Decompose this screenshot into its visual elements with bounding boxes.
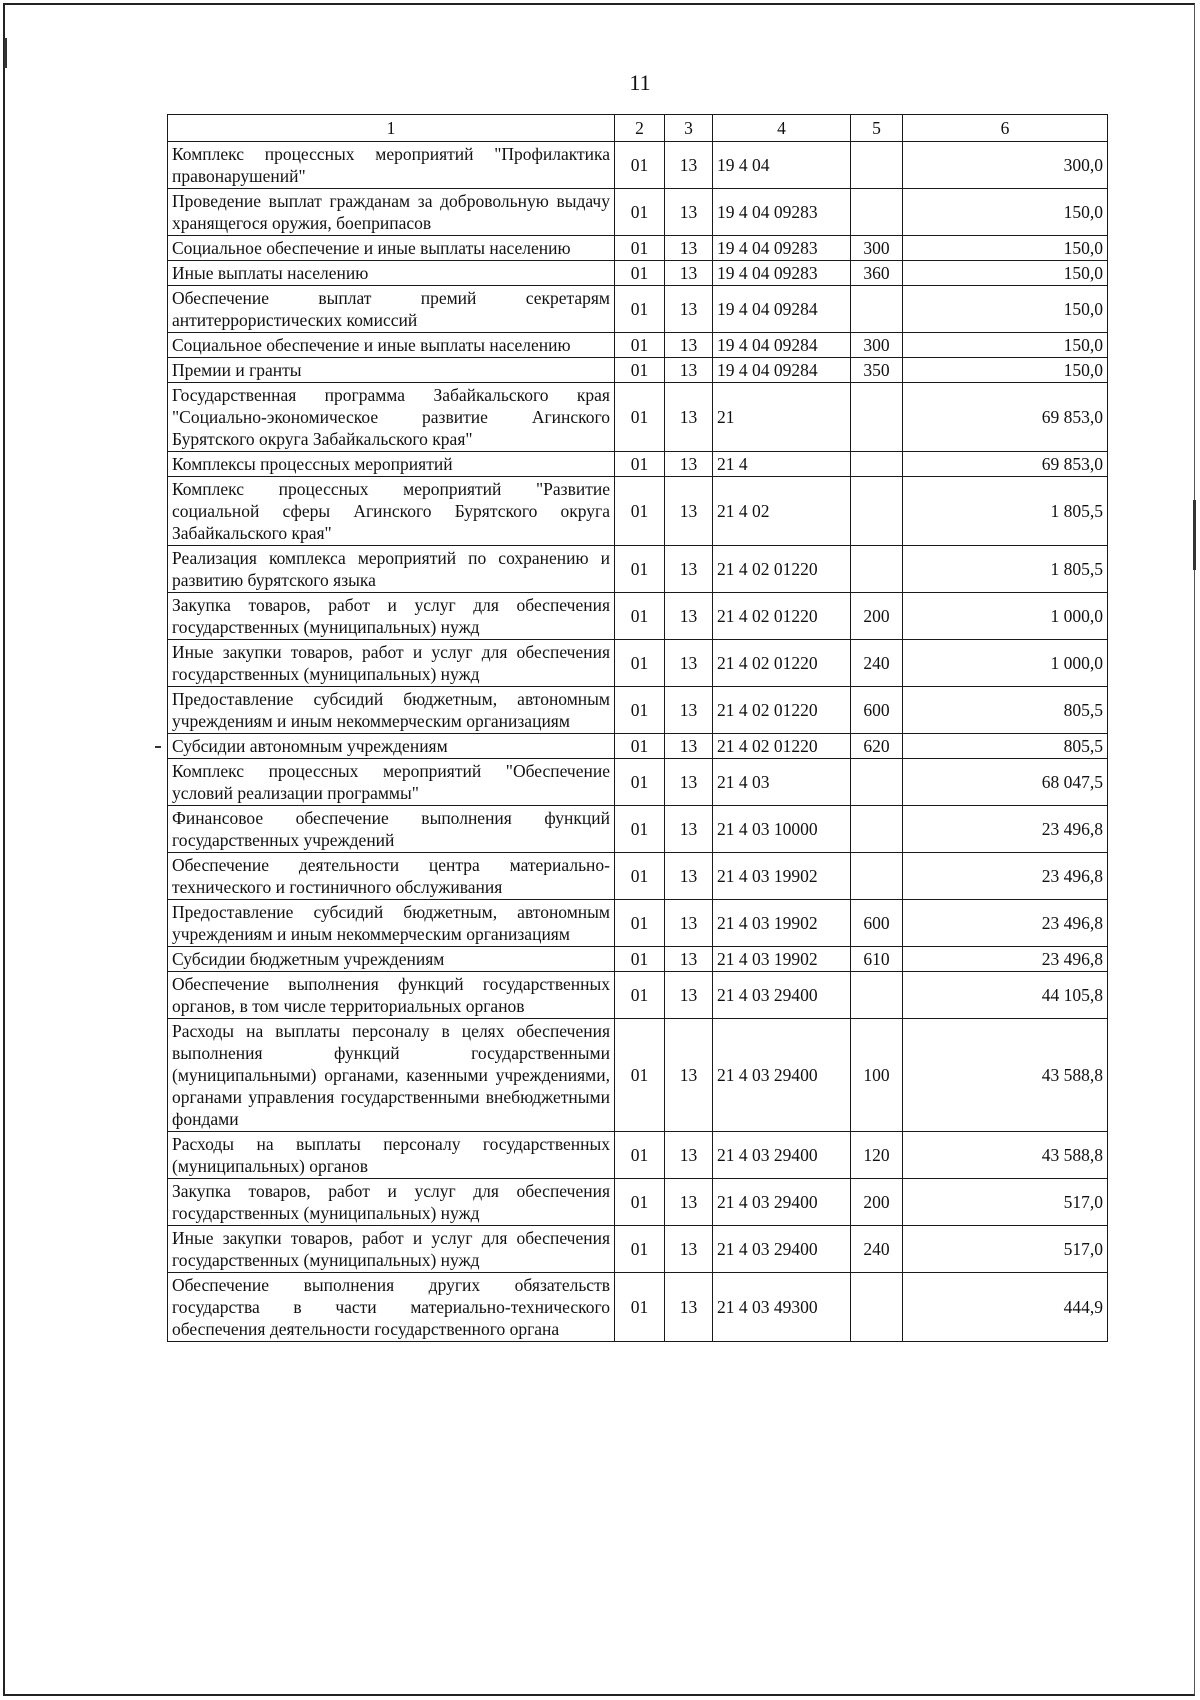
row-expense-type: 350 [851,358,903,383]
row-amount: 444,9 [903,1273,1108,1342]
row-expense-type: 600 [851,687,903,734]
row-expense-type [851,1273,903,1342]
row-section: 01 [615,333,665,358]
row-name: Иные закупки товаров, работ и услуг для обеспечения государственных (муниципальных) нужд [168,640,615,687]
table-row [168,333,1108,358]
row-target-code: 19 4 04 09284 [713,358,851,383]
row-expense-type: 620 [851,734,903,759]
table-row [168,900,1108,947]
row-subsection: 13 [665,142,713,189]
row-section: 01 [615,477,665,546]
table-row [168,383,1108,452]
row-section: 01 [615,142,665,189]
row-section: 01 [615,189,665,236]
row-expense-type [851,546,903,593]
row-amount: 150,0 [903,236,1108,261]
row-target-code: 21 4 03 29400 [713,1179,851,1226]
table-row [168,1179,1108,1226]
table-row [168,286,1108,333]
row-subsection: 13 [665,972,713,1019]
row-amount: 43 588,8 [903,1019,1108,1132]
row-amount: 1 805,5 [903,546,1108,593]
row-amount: 44 105,8 [903,972,1108,1019]
row-subsection: 13 [665,261,713,286]
row-name: Закупка товаров, работ и услуг для обеспечения государственных (муниципальных) нужд [168,593,615,640]
row-expense-type [851,806,903,853]
row-expense-type: 600 [851,900,903,947]
row-amount: 150,0 [903,358,1108,383]
row-target-code: 21 4 [713,452,851,477]
row-expense-type [851,759,903,806]
table-row [168,853,1108,900]
row-expense-type [851,383,903,452]
row-name: Комплекс процессных мероприятий "Развитие социальной сферы Агинского Бурятского округа Забайкальского края" [168,477,615,546]
row-subsection: 13 [665,546,713,593]
row-target-code: 19 4 04 09283 [713,189,851,236]
row-section: 01 [615,383,665,452]
row-name: Обеспечение деятельности центра материально-технического и гостиничного обслуживания [168,853,615,900]
row-subsection: 13 [665,1226,713,1273]
row-amount: 150,0 [903,189,1108,236]
row-amount: 805,5 [903,734,1108,759]
row-subsection: 13 [665,452,713,477]
row-expense-type [851,477,903,546]
row-name: Расходы на выплаты персоналу государственных (муниципальных) органов [168,1132,615,1179]
row-name: Субсидии автономным учреждениям [168,734,615,759]
row-subsection: 13 [665,1132,713,1179]
row-name: Иные закупки товаров, работ и услуг для обеспечения государственных (муниципальных) нужд [168,1226,615,1273]
row-target-code: 19 4 04 [713,142,851,189]
row-section: 01 [615,972,665,1019]
row-name: Обеспечение выполнения функций государственных органов, в том числе территориальных органов [168,972,615,1019]
row-section: 01 [615,687,665,734]
row-subsection: 13 [665,286,713,333]
row-section: 01 [615,593,665,640]
row-expense-type: 100 [851,1019,903,1132]
table-row [168,189,1108,236]
table-row [168,236,1108,261]
table-row [168,947,1108,972]
table-row [168,734,1108,759]
row-target-code: 21 4 03 49300 [713,1273,851,1342]
row-section: 01 [615,1179,665,1226]
row-section: 01 [615,452,665,477]
row-section: 01 [615,1226,665,1273]
row-name: Комплексы процессных мероприятий [168,452,615,477]
row-name: Обеспечение выполнения других обязательств государства в части материально-технического обеспечения деятельности государственного органа [168,1273,615,1342]
row-expense-type [851,142,903,189]
row-amount: 517,0 [903,1226,1108,1273]
row-name: Закупка товаров, работ и услуг для обеспечения государственных (муниципальных) нужд [168,1179,615,1226]
row-target-code: 21 4 03 [713,759,851,806]
row-section: 01 [615,261,665,286]
row-target-code: 21 4 02 [713,477,851,546]
row-subsection: 13 [665,477,713,546]
table-row [168,640,1108,687]
row-subsection: 13 [665,734,713,759]
row-target-code: 21 4 03 19902 [713,947,851,972]
row-section: 01 [615,900,665,947]
row-target-code: 19 4 04 09284 [713,286,851,333]
row-subsection: 13 [665,1019,713,1132]
row-section: 01 [615,546,665,593]
row-expense-type: 300 [851,333,903,358]
row-expense-type: 200 [851,593,903,640]
row-expense-type: 360 [851,261,903,286]
row-subsection: 13 [665,593,713,640]
row-amount: 69 853,0 [903,383,1108,452]
row-subsection: 13 [665,358,713,383]
table-row [168,759,1108,806]
row-subsection: 13 [665,333,713,358]
header-col-2: 2 [615,115,665,142]
row-target-code: 21 4 02 01220 [713,593,851,640]
row-amount: 23 496,8 [903,947,1108,972]
row-name: Иные выплаты населению [168,261,615,286]
header-col-4: 4 [713,115,851,142]
row-expense-type: 300 [851,236,903,261]
row-name: Предоставление субсидий бюджетным, автономным учреждениям и иным некоммерческим организациям [168,900,615,947]
row-target-code: 21 4 03 10000 [713,806,851,853]
row-target-code: 19 4 04 09283 [713,261,851,286]
row-expense-type: 200 [851,1179,903,1226]
row-amount: 23 496,8 [903,853,1108,900]
table-row [168,1019,1108,1132]
table-header-row [168,115,1108,142]
row-amount: 69 853,0 [903,452,1108,477]
row-subsection: 13 [665,687,713,734]
row-expense-type: 120 [851,1132,903,1179]
row-subsection: 13 [665,759,713,806]
row-name: Субсидии бюджетным учреждениям [168,947,615,972]
row-target-code: 19 4 04 09283 [713,236,851,261]
row-name: Финансовое обеспечение выполнения функций государственных учреждений [168,806,615,853]
table-row [168,261,1108,286]
row-expense-type: 610 [851,947,903,972]
row-name: Предоставление субсидий бюджетным, автономным учреждениям и иным некоммерческим организациям [168,687,615,734]
row-amount: 23 496,8 [903,806,1108,853]
row-subsection: 13 [665,189,713,236]
row-target-code: 21 4 02 01220 [713,640,851,687]
table-row [168,687,1108,734]
row-section: 01 [615,1132,665,1179]
row-amount: 43 588,8 [903,1132,1108,1179]
row-section: 01 [615,358,665,383]
row-target-code: 21 4 03 29400 [713,1226,851,1273]
row-subsection: 13 [665,1179,713,1226]
row-subsection: 13 [665,947,713,972]
row-name: Реализация комплекса мероприятий по сохранению и развитию бурятского языка [168,546,615,593]
row-name: Социальное обеспечение и иные выплаты населению [168,236,615,261]
row-subsection: 13 [665,236,713,261]
row-target-code: 21 4 02 01220 [713,546,851,593]
row-amount: 1 000,0 [903,640,1108,687]
row-name: Государственная программа Забайкальского края "Социально-экономическое развитие Агинского Бурятского округа Забайкальского края" [168,383,615,452]
table-row [168,142,1108,189]
header-col-5: 5 [851,115,903,142]
row-expense-type [851,853,903,900]
row-target-code: 19 4 04 09284 [713,333,851,358]
row-name: Обеспечение выплат премий секретарям антитеррористических комиссий [168,286,615,333]
page-number: 11 [629,70,651,95]
row-section: 01 [615,853,665,900]
budget-table [167,114,1108,1342]
table-row [168,972,1108,1019]
row-name: Социальное обеспечение и иные выплаты населению [168,333,615,358]
header-col-3: 3 [665,115,713,142]
row-subsection: 13 [665,806,713,853]
table-row [168,593,1108,640]
table-row [168,477,1108,546]
row-expense-type: 240 [851,1226,903,1273]
table-row [168,1132,1108,1179]
row-section: 01 [615,286,665,333]
row-section: 01 [615,759,665,806]
table-row [168,452,1108,477]
row-subsection: 13 [665,383,713,452]
row-name: Проведение выплат гражданам за добровольную выдачу хранящегося оружия, боеприпасов [168,189,615,236]
row-target-code: 21 4 03 19902 [713,853,851,900]
row-name: Премии и гранты [168,358,615,383]
row-amount: 1 805,5 [903,477,1108,546]
row-name: Комплекс процессных мероприятий "Обеспечение условий реализации программы" [168,759,615,806]
row-subsection: 13 [665,900,713,947]
row-amount: 150,0 [903,261,1108,286]
table-row [168,546,1108,593]
row-subsection: 13 [665,1273,713,1342]
row-amount: 23 496,8 [903,900,1108,947]
row-target-code: 21 4 03 29400 [713,1019,851,1132]
row-section: 01 [615,806,665,853]
row-target-code: 21 4 03 29400 [713,1132,851,1179]
scan-mark-top [4,38,7,68]
row-subsection: 13 [665,640,713,687]
row-expense-type [851,286,903,333]
row-section: 01 [615,1019,665,1132]
table-row [168,1226,1108,1273]
row-amount: 150,0 [903,333,1108,358]
row-expense-type [851,189,903,236]
row-subsection: 13 [665,853,713,900]
scan-mark-right [1193,500,1196,570]
row-name: Расходы на выплаты персоналу в целях обеспечения выполнения функций государственными (муниципальными) органами, казенными учреждениями, органами управления государственными внебюджетными фондами [168,1019,615,1132]
row-target-code: 21 [713,383,851,452]
scan-mark-left [155,746,161,748]
row-expense-type: 240 [851,640,903,687]
row-amount: 1 000,0 [903,593,1108,640]
table-row [168,1273,1108,1342]
table-row [168,806,1108,853]
row-section: 01 [615,640,665,687]
row-name: Комплекс процессных мероприятий "Профилактика правонарушений" [168,142,615,189]
row-amount: 150,0 [903,286,1108,333]
row-target-code: 21 4 02 01220 [713,734,851,759]
row-target-code: 21 4 03 19902 [713,900,851,947]
row-section: 01 [615,1273,665,1342]
row-target-code: 21 4 03 29400 [713,972,851,1019]
row-expense-type [851,452,903,477]
header-col-6: 6 [903,115,1108,142]
row-amount: 300,0 [903,142,1108,189]
header-col-1: 1 [168,115,615,142]
table-body [168,142,1108,1342]
row-section: 01 [615,236,665,261]
row-amount: 805,5 [903,687,1108,734]
row-section: 01 [615,947,665,972]
row-amount: 517,0 [903,1179,1108,1226]
row-expense-type [851,972,903,1019]
table-row [168,358,1108,383]
row-amount: 68 047,5 [903,759,1108,806]
row-target-code: 21 4 02 01220 [713,687,851,734]
row-section: 01 [615,734,665,759]
